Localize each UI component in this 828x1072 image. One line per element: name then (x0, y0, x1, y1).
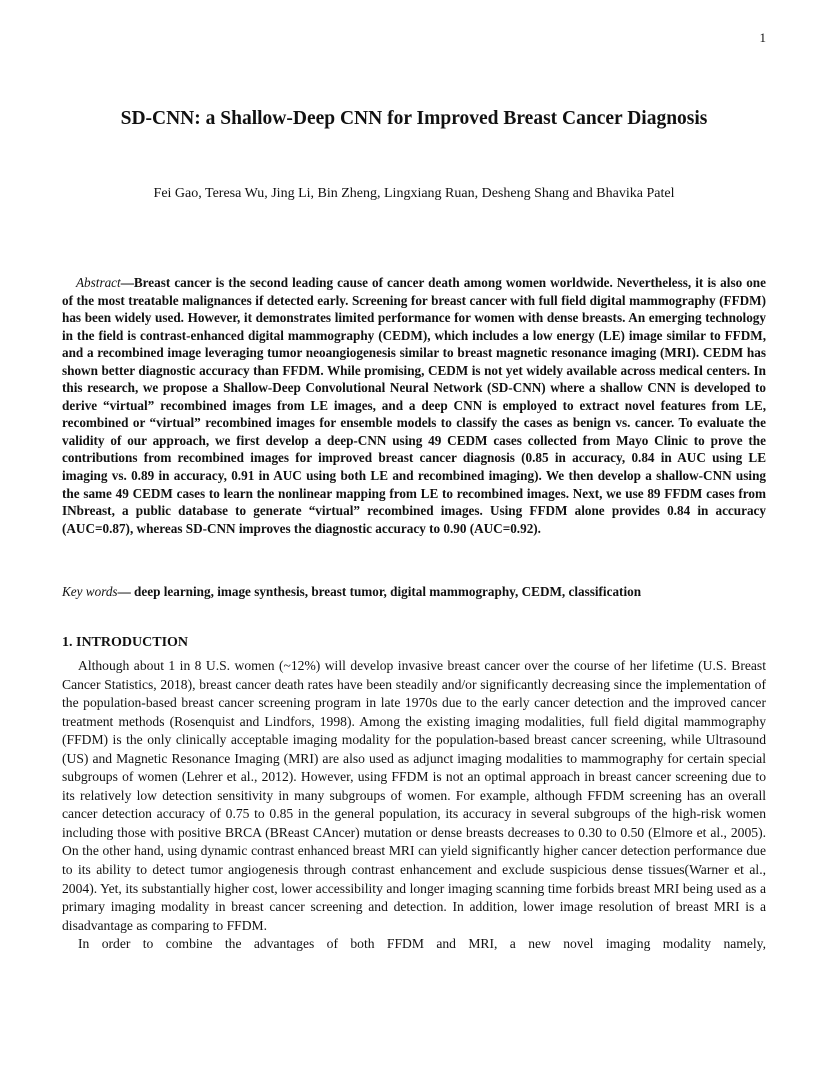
page-number: 1 (759, 30, 766, 45)
abstract-text: —Breast cancer is the second leading cause of cancer death among women worldwide. Nevertheless, it is also one of the most treatable malignances if detected early. Screening for breast cancer with full field digital mammography (FFDM) has been widely used. However, it demonstrates limited performance for women with dense breasts. An emerging technology in the field is contrast-enhanced digital mammography (CEDM), which includes a low energy (LE) image similar to FFDM, and a recombined image leveraging tumor neoangiogenesis similar to breast magnetic resonance imaging (MRI). CEDM has shown better diagnostic accuracy than FFDM. While promising, CEDM is not yet widely available across medical centers. In this research, we propose a Shallow-Deep Convolutional Neural Network (SD-CNN) where a shallow CNN is developed to derive “virtual” recombined images from LE images, and a deep CNN is employed to extract novel features from LE, recombined or “virtual” recombined images for ensemble models to classify the cases as benign vs. cancer. To evaluate the validity of our approach, we first develop a deep-CNN using 49 CEDM cases collected from Mayo Clinic to prove the contributions from recombined images for improved breast cancer diagnosis (0.85 in accuracy, 0.84 in AUC using LE imaging vs. 0.89 in accuracy, 0.91 in AUC using both LE and recombined imaging). We then develop a shallow-CNN using the same 49 CEDM cases to learn the nonlinear mapping from LE to recombined images. Next, we use 89 FFDM cases from INbreast, a public database to generate “virtual” recombined images. Using FFDM alone provides 0.84 in accuracy (AUC=0.87), whereas SD-CNN improves the diagnostic accuracy to 0.90 (AUC=0.92). (62, 275, 766, 536)
author-list: Fei Gao, Teresa Wu, Jing Li, Bin Zheng, Lingxiang Ruan, Desheng Shang and Bhavika Patel (153, 186, 675, 201)
keywords (62, 584, 766, 600)
body-paragraph: In order to combine the advantages of both FFDM and MRI, a new novel imaging modality namely, (78, 936, 766, 952)
abstract (62, 274, 766, 537)
paper-title: SD-CNN: a Shallow-Deep CNN for Improved Breast Cancer Diagnosis (120, 108, 708, 129)
keywords-text: — deep learning, image synthesis, breast tumor, digital mammography, CEDM, classification (117, 584, 642, 599)
abstract-label: Abstract (76, 275, 121, 290)
keywords-label: Key words (62, 584, 118, 599)
body-paragraph: Although about 1 in 8 U.S. women (~12%) will develop invasive breast cancer over the course of her lifetime (U.S. Breast Cancer Statistics, 2018), breast cancer death rates have been steadily and/or significantly decreasing since the implementation of the population-based breast cancer screening program in late 1970s due to the early cancer detection and the improved cancer treatment methods (Rosenquist and Lindfors, 1998). Among the existing imaging modalities, full field digital mammography (FFDM) is the only clinically acceptable imaging modality for the population-based breast cancer screening, while Ultrasound (US) and Magnetic Resonance Imaging (MRI) are also used as adjunct imaging modalities to mammography for certain special subgroups of women (Lehrer et al., 2012). However, using FFDM is not an optimal approach in breast cancer screening due to its relatively low detection sensitivity in many subgroups of women. For example, although FFDM screening has an overall cancer detection accuracy of 0.75 to 0.85 in the general population, its accuracy in several subgroups of the high-risk women including those with positive BRCA (BReast CAncer) mutation or dense breasts decreases to 0.30 to 0.50 (Elmore et al., 2005). On the other hand, using dynamic contrast enhanced breast MRI can yield significantly higher cancer detection performance due to its ability to detect tumor angiogenesis through contrast enhancement and exclude suspicious dense tissues(Warner et al., 2004). Yet, its substantially higher cost, lower accessibility and longer imaging scanning time forbids breast MRI being used as a primary imaging modality in breast cancer screening and detection. In addition, lower image resolution of breast MRI is a disadvantage as comparing to FFDM. (62, 658, 766, 933)
section-heading-introduction: 1. INTRODUCTION (62, 635, 189, 650)
introduction-body (62, 657, 766, 954)
